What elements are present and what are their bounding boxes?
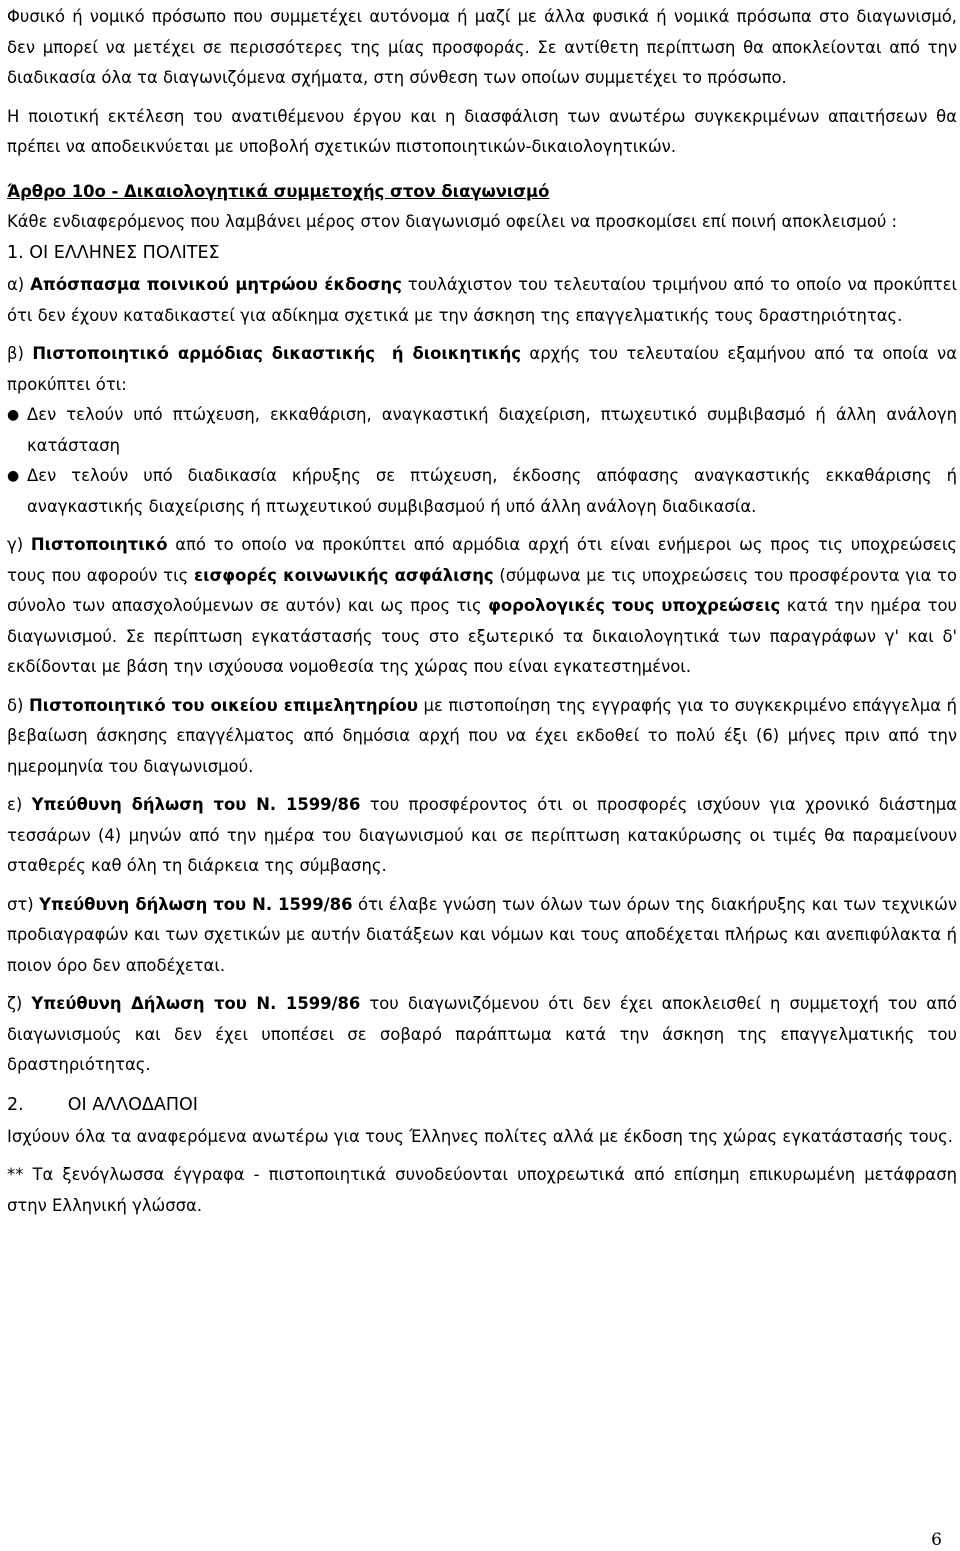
item-b: [7, 339, 957, 400]
item-st-text: ότι έλαβε γνώση των όλων των όρων της διακήρυξης και των τεχνικών προδιαγραφών και των σχετικών με αυτήν διατάξεων και νόμων και τους αποδέχεται πλήρως και ανεπιφύλακτα ή ποιον όρο δεν αποδέχεται.: [7, 894, 957, 975]
item-a-text: τουλάχιστον του τελευταίου τριμήνου από το οποίο να προκύπτει ότι δεν έχουν καταδικαστεί για αδίκημα σχετικά με την άσκηση της επαγγελματικής τους δραστηριότητας.: [7, 275, 958, 325]
article-heading: Άρθρο 10ο - Δικαιολογητικά συμμετοχής στον διαγωνισμό: [7, 181, 550, 201]
item-c-text2: (σύμφωνα με τις υποχρεώσεις του προσφέροντα για το σύνολο των απασχολούμενων σε αυτόν) και ως προς τις: [7, 565, 957, 615]
item-c-prefix: γ): [7, 535, 31, 554]
item-a-prefix: α): [7, 275, 31, 294]
item-e-text: του προσφέροντος ότι οι προσφορές ισχύουν για χρονικό διάστημα τεσσάρων (4) μηνών από την ημέρα του διαγωνισμού και σε περίπτωση κατακύρωσης οι τιμές θα παραμείνουν σταθερές καθ όλη τη διάρκεια της σύμβασης.: [7, 795, 957, 875]
item-b-text: αρχής του τελευταίου εξαμήνου από τα οποία να προκύπτει ότι:: [7, 344, 958, 394]
bullet-icon: ●: [7, 468, 20, 484]
bullet-item: [7, 461, 957, 522]
section2-title: [7, 1089, 957, 1122]
item-a-bold: Απόσπασμα ποινικού μητρώου έκδοσης: [30, 275, 402, 294]
item-st-bold: Υπεύθυνη δήλωση του Ν. 1599/86: [39, 894, 353, 914]
document-page: [7, 2, 957, 1221]
item-st-prefix: στ): [7, 894, 40, 914]
page-number: 6: [931, 1530, 942, 1550]
item-b-prefix: β): [7, 344, 33, 363]
item-e-bold: Υπεύθυνη δήλωση του Ν. 1599/86: [31, 795, 361, 814]
section2-number: 2.: [7, 1094, 24, 1115]
item-c: [7, 530, 957, 683]
item-c-text3: κατά την ημέρα του διαγωνισμού. Σε περίπτωση εγκατάστασής τους στο εξωτερικό τα δικαιολογητικά των παραγράφων γ' και δ' εκδίδονται με βάση την ισχύουσα νομοθεσία της χώρας που είναι εγκατεστημένοι.: [7, 596, 957, 676]
item-e-prefix: ε): [7, 795, 32, 814]
item-z: [7, 989, 957, 1081]
item-c-text1: από το οποίο να προκύπτει από αρμόδια αρχή ότι είναι ενήμεροι ως προς τις υποχρεώσεις τους που αφορούν τις: [7, 535, 957, 585]
bullet-item: [7, 400, 957, 461]
item-b-bold2: ή διοικητικής: [391, 344, 521, 363]
paragraph-participation: Φυσικό ή νομικό πρόσωπο που συμμετέχει αυτόνομα ή μαζί με άλλα φυσικά ή νομικά πρόσωπα στο διαγωνισμό, δεν μπορεί να μετέχει σε περισσότερες της μίας προσφοράς. Σε αντίθετη περίπτωση θα αποκλείονται από την διαδικασία όλα τα διαγωνιζόμενα σχήματα, στη σύνθεση των οποίων συμμετέχει το πρόσωπο.: [7, 7, 957, 87]
item-z-prefix: ζ): [7, 994, 32, 1013]
section1-title: 1. ΟΙ ΕΛΛΗΝΕΣ ΠΟΛΙΤΕΣ: [7, 243, 220, 263]
item-d-prefix: δ): [7, 695, 29, 715]
item-z-bold: Υπεύθυνη Δήλωση του Ν. 1599/86: [31, 994, 361, 1013]
item-c-bold1: Πιστοποιητικό: [30, 535, 168, 554]
item-e: [7, 790, 957, 882]
item-d: [7, 691, 957, 783]
item-a: [7, 270, 957, 331]
section2-title-text: ΟΙ ΑΛΛΟΔΑΠΟΙ: [67, 1094, 198, 1115]
bullet-text: Δεν τελούν υπό διαδικασία κήρυξης σε πτώχευση, έκδοσης απόφασης αναγκαστικής εκκαθάρισης ή αναγκαστικής διαχείρισης ή πτωχευτικού συμβιβασμού ή υπό άλλη ανάλογη διαδικασία.: [27, 466, 957, 516]
paragraph-quality: Η ποιοτική εκτέλεση του ανατιθέμενου έργου και η διασφάλιση των ανωτέρω συγκεκριμένων απαιτήσεων θα πρέπει να αποδεικνύεται με υποβολή σχετικών πιστοποιητικών-δικαιολογητικών.: [7, 106, 957, 156]
item-st: [7, 890, 957, 982]
article-intro: Κάθε ενδιαφερόμενος που λαμβάνει μέρος στον διαγωνισμό οφείλει να προσκομίσει επί ποινή αποκλεισμού :: [7, 211, 898, 231]
section2-text: Ισχύουν όλα τα αναφερόμενα ανωτέρω για τους Έλληνες πολίτες αλλά με έκδοση της χώρας εγκατάστασής τους.: [7, 1126, 953, 1146]
bullet-text: Δεν τελούν υπό πτώχευση, εκκαθάριση, αναγκαστική διαχείριση, πτωχευτικό συμβιβασμό ή άλλη ανάλογη κατάσταση: [27, 405, 957, 455]
item-z-text: του διαγωνιζόμενου ότι δεν έχει αποκλεισθεί η συμμετοχή του από διαγωνισμούς και δεν έχει υποπέσει σε σοβαρό παράπτωμα κατά την άσκηση της επαγγελματικής του δραστηριότητας.: [7, 994, 957, 1074]
item-b-bold1: Πιστοποιητικό αρμόδιας δικαστικής: [32, 344, 375, 363]
translation-note: ** Τα ξενόγλωσσα έγγραφα - πιστοποιητικά συνοδεύονται υποχρεωτικά από επίσημη επικυρωμένη μετάφραση στην Ελληνική γλώσσα.: [7, 1165, 957, 1215]
item-d-text: με πιστοποίηση της εγγραφής για το συγκεκριμένο επάγγελμα ή βεβαίωση άσκησης επαγγέλματος από δημόσια αρχή που να έχει εκδοθεί το πολύ έξι (6) μήνες πριν από την ημερομηνία του διαγωνισμού.: [7, 695, 957, 776]
item-c-bold2: εισφορές κοινωνικής ασφάλισης: [193, 565, 494, 585]
bullet-icon: ●: [7, 407, 20, 423]
item-d-bold: Πιστοποιητικό του οικείου επιμελητηρίου: [28, 695, 418, 715]
item-c-bold3: φορολογικές τους υποχρεώσεις: [488, 596, 781, 615]
